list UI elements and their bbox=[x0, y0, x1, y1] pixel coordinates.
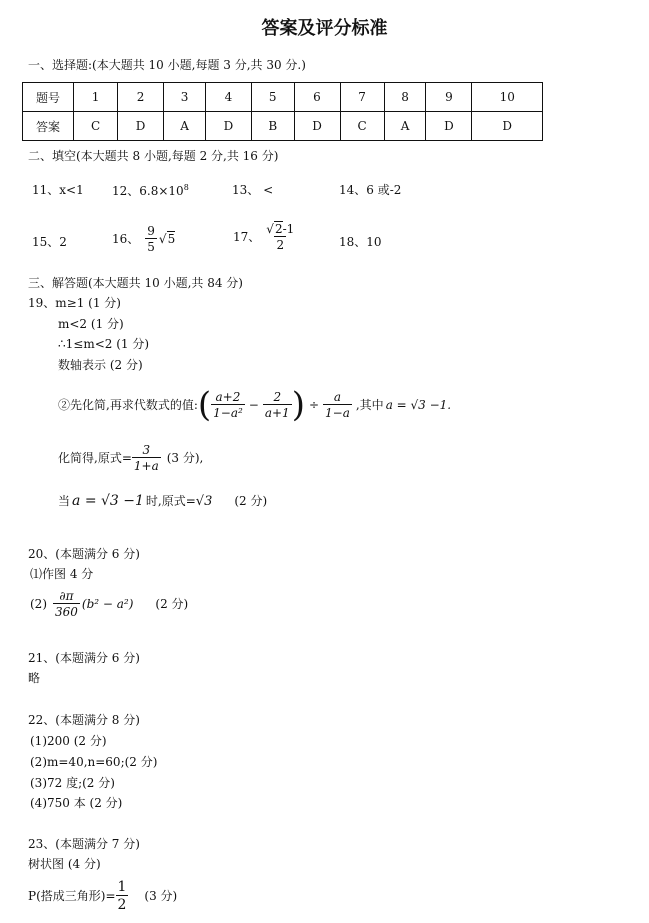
q22-heading: 22、(本题满分 8 分) bbox=[28, 713, 140, 727]
section1-heading: 一、选择题:(本大题共 10 小题,每题 3 分,共 30 分.) bbox=[28, 58, 306, 72]
q19-when-expression: a = √3 −1 bbox=[72, 493, 144, 509]
answer-cell: B bbox=[251, 112, 294, 141]
q19-line4: 数轴表示 (2 分) bbox=[58, 358, 143, 372]
q20-heading: 20、(本题满分 6 分) bbox=[28, 547, 140, 561]
divide-sign: ÷ bbox=[308, 398, 320, 412]
question-number: 4 bbox=[205, 83, 251, 112]
q19-simplified-score: (3 分), bbox=[166, 451, 204, 465]
question-number: 10 bbox=[472, 83, 543, 112]
answer-cell: A bbox=[384, 112, 426, 141]
q19-fraction-2: $\frac{2}{a+1}$ bbox=[264, 390, 290, 420]
q23-probability-label: P(搭成三角形)= bbox=[28, 889, 116, 903]
answer-cell: D bbox=[118, 112, 164, 141]
fill-18: 18、10 bbox=[339, 235, 382, 249]
fill-15: 15、2 bbox=[32, 235, 67, 249]
q19-line1: 19、m≥1 (1 分) bbox=[28, 296, 121, 310]
answer-cell: D bbox=[205, 112, 251, 141]
q19-simplified bbox=[58, 440, 203, 476]
answer-cell: C bbox=[74, 112, 118, 141]
q22-line4: (4)750 本 (2 分) bbox=[30, 796, 123, 810]
question-number: 7 bbox=[340, 83, 384, 112]
fill-17-numerator: √2-1 bbox=[266, 222, 295, 236]
q19-when-tail: 时,原式= bbox=[145, 494, 196, 508]
fill-16-label: 16、 bbox=[112, 232, 140, 246]
q23-line1: 树状图 (4 分) bbox=[28, 857, 101, 871]
fill-12 bbox=[112, 184, 189, 197]
fill-14: 14、6 或-2 bbox=[339, 183, 402, 197]
q19-fraction-1: $\frac{a+2}{\text{1−a²}}$ bbox=[213, 390, 243, 420]
q20-score: (2 分) bbox=[155, 597, 189, 611]
q23-fraction: $\frac{1}{2}$ bbox=[117, 879, 127, 913]
fill-17-label: 17、 bbox=[233, 230, 261, 244]
fill-16-denominator: 5 bbox=[147, 240, 155, 254]
q19-line3: ∴1≤m<2 (1 分) bbox=[58, 337, 150, 351]
q19-when-label: 当 bbox=[58, 494, 71, 508]
q19-condition: a = √3 −1. bbox=[385, 398, 452, 412]
right-paren: ) bbox=[291, 385, 305, 425]
q20-line2 bbox=[30, 587, 188, 621]
page-title: 答案及评分标准 bbox=[261, 18, 388, 39]
q21-line1: 略 bbox=[28, 671, 41, 685]
q23-heading: 23、(本题满分 7 分) bbox=[28, 837, 140, 851]
row-label-answer: 答案 bbox=[23, 112, 74, 141]
fill-16-radical: √5 bbox=[158, 232, 176, 246]
fill-17-denominator: 2 bbox=[276, 238, 285, 252]
fill-13: 13、 < bbox=[232, 183, 274, 197]
q19-result-score: (2 分) bbox=[234, 494, 268, 508]
fill-12-exponent: 8 bbox=[183, 183, 189, 192]
q19-result: √3 bbox=[195, 493, 213, 509]
answer-cell: A bbox=[164, 112, 206, 141]
q19-part2-intro: ②先化简,再求代数式的值: bbox=[58, 398, 198, 412]
q20-line2-prefix: (2) bbox=[30, 597, 47, 611]
q19-fraction-3: $\frac{a}{1-a}$ bbox=[325, 390, 350, 420]
section3-heading: 三、解答题(本大题共 10 小题,共 84 分) bbox=[28, 276, 243, 290]
question-number: 6 bbox=[294, 83, 340, 112]
q22-line1: (1)200 (2 分) bbox=[30, 734, 107, 748]
q21-heading: 21、(本题满分 6 分) bbox=[28, 651, 140, 665]
fill-16 bbox=[112, 225, 175, 253]
fill-17-fraction bbox=[264, 223, 296, 251]
q22-line3: (3)72 度;(2 分) bbox=[30, 776, 115, 790]
fill-17 bbox=[233, 223, 296, 251]
fill-16-numerator: 9 bbox=[147, 224, 155, 238]
left-paren: ( bbox=[197, 385, 212, 425]
q20-line1: ⑴作图 4 分 bbox=[30, 567, 94, 581]
q20-fraction: $\frac{\partial\pi}{360}$ bbox=[55, 589, 78, 619]
row-label-number: 题号 bbox=[23, 83, 74, 112]
question-number: 8 bbox=[384, 83, 426, 112]
answer-cell: D bbox=[426, 112, 472, 141]
q23-score: (3 分) bbox=[144, 889, 178, 903]
answer-cell: D bbox=[294, 112, 340, 141]
table-row-numbers bbox=[23, 83, 543, 112]
q19-line2: m<2 (1 分) bbox=[58, 317, 124, 331]
question-number: 3 bbox=[164, 83, 206, 112]
minus-sign: − bbox=[248, 398, 259, 412]
q19-evaluation bbox=[58, 494, 267, 508]
section2-heading: 二、填空(本大题共 8 小题,每题 2 分,共 16 分) bbox=[28, 149, 279, 163]
answer-table bbox=[22, 82, 543, 141]
q20-expression: (b² − a²) bbox=[81, 597, 134, 611]
question-number: 2 bbox=[118, 83, 164, 112]
q22-line2: (2)m=40,n=60;(2 分) bbox=[30, 755, 158, 769]
question-number: 1 bbox=[74, 83, 118, 112]
answer-cell: D bbox=[472, 112, 543, 141]
fill-12-base: 12、6.8×10 bbox=[112, 184, 184, 198]
fill-11: 11、x<1 bbox=[32, 183, 84, 197]
question-number: 9 bbox=[426, 83, 472, 112]
q19-simplified-label: 化简得,原式= bbox=[58, 451, 132, 465]
q19-where: ,其中 bbox=[355, 398, 384, 412]
fill-16-fraction bbox=[145, 225, 157, 253]
q19-part2 bbox=[58, 385, 451, 425]
q19-simplified-fraction: $\frac{3}{1+a}$ bbox=[133, 443, 159, 473]
table-row-answers bbox=[23, 112, 543, 141]
answer-cell: C bbox=[340, 112, 384, 141]
question-number: 5 bbox=[251, 83, 294, 112]
q23-line2 bbox=[28, 878, 177, 914]
